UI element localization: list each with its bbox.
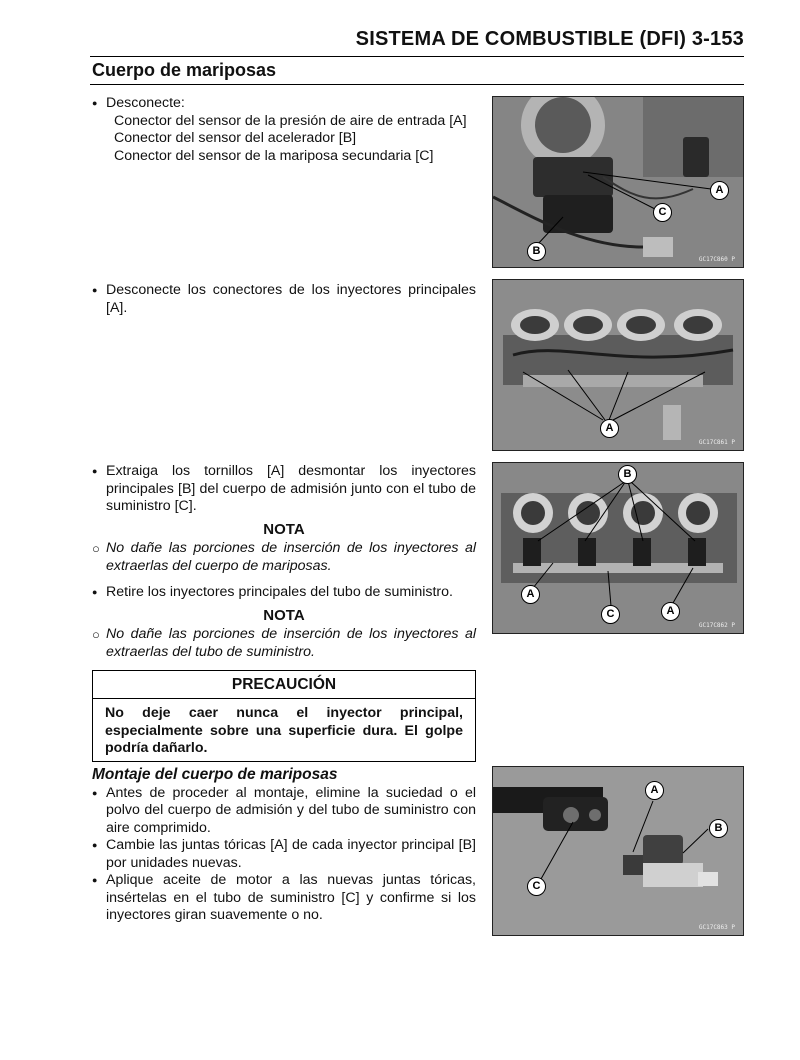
assembly-bullet: ● Aplique aceite de motor a las nuevas juntas tóricas, insértelas en el tubo de suministro [C] y confirme si los inyectores giran suavemente o no. (92, 872, 476, 925)
assembly-bullet: ● Cambie las juntas tóricas [A] de cada inyector principal [B] por unidades nuevas. (92, 837, 476, 872)
callout-label: A (521, 585, 540, 604)
page-header-title: SISTEMA DE COMBUSTIBLE (DFI) 3-153 (355, 28, 744, 50)
photo-injector-removal (492, 462, 744, 634)
photo-code: GC17C862 P (698, 622, 735, 629)
step4-text: ● Retire los inyectores principales del tubo de suministro. (92, 584, 476, 602)
section-rule (90, 84, 744, 85)
callout-label: A (600, 419, 619, 438)
photo-code: GC17C863 P (698, 924, 735, 931)
section-title: Cuerpo de mariposas (92, 60, 277, 80)
note-text: ○ No dañe las porciones de inserción de los inyectores al extraerlas del cuerpo de mariposas. (92, 540, 476, 575)
callout-label: B (709, 819, 728, 838)
callout-label: A (645, 781, 664, 800)
photo-code: GC17C861 P (698, 439, 735, 446)
step-remove-injectors (92, 463, 476, 575)
step-disconnect-sensors (92, 95, 476, 165)
callout-label: B (618, 465, 637, 484)
callout-label: B (527, 242, 546, 261)
step1-item: Conector del sensor del acelerador [B] (114, 130, 357, 146)
photo-injector-assembly (492, 766, 744, 936)
injector-assembly-illustration (493, 767, 743, 935)
step2-text: ● Desconecte los conectores de los inyectores principales [A]. (92, 282, 476, 317)
callout-label: C (653, 203, 672, 222)
caution-heading: PRECAUCIÓN (93, 671, 475, 699)
callout-label: A (710, 181, 729, 200)
sensor-connectors-illustration (493, 97, 743, 267)
step1-item: Conector del sensor de la presión de aire de entrada [A] (114, 112, 467, 129)
callout-label: C (601, 605, 620, 624)
caution-text: No deje caer nunca el inyector principal, especialmente sobre una superficie dura. El golpe podría dañarlo. (105, 705, 463, 756)
note-heading: NOTA (263, 606, 305, 624)
photo-sensor-connectors (492, 96, 744, 268)
photo-code: GC17C860 P (698, 256, 735, 263)
callout-label: A (661, 602, 680, 621)
step-remove-from-pipe (92, 584, 476, 661)
photo-injector-connectors (492, 279, 744, 451)
assembly-title: Montaje del cuerpo de mariposas (92, 766, 338, 783)
caution-box (92, 670, 476, 762)
step-disconnect-injectors (92, 282, 476, 317)
step1-item: Conector del sensor de la mariposa secundaria [C] (114, 147, 434, 164)
callout-label: C (527, 877, 546, 896)
assembly-bullet: ● Antes de proceder al montaje, elimine la suciedad o el polvo del cuerpo de admisión y del tubo de suministro con aire comprimido. (92, 785, 476, 838)
header-rule (90, 56, 744, 57)
note-heading: NOTA (263, 520, 305, 538)
note-text: ○ No dañe las porciones de inserción de los inyectores al extraerlas del tubo de suministro. (92, 626, 476, 661)
step1-lead: ● Desconecte: (92, 95, 476, 113)
assembly-section (92, 766, 476, 925)
injector-removal-illustration (493, 463, 743, 633)
step3-text: ● Extraiga los tornillos [A] desmontar los inyectores principales [B] del cuerpo de admisión junto con el tubo de suministro [C]. (92, 463, 476, 516)
